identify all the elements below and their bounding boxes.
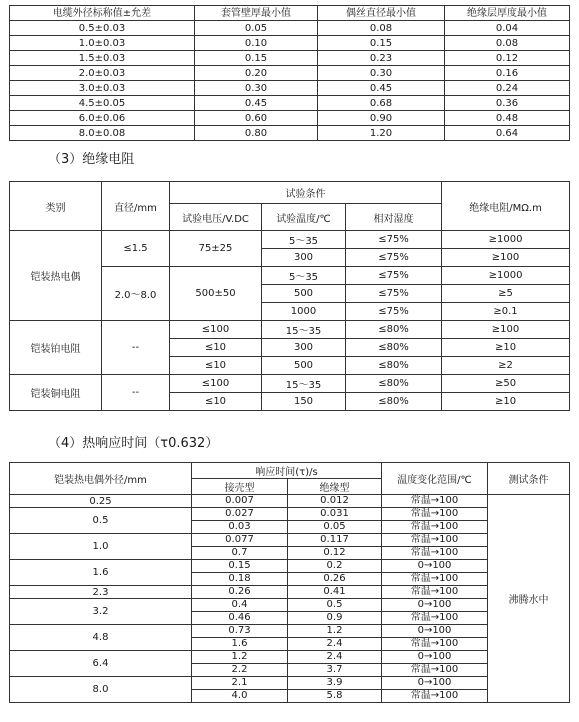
insulated-time-cell: 0.12	[288, 547, 382, 560]
voltage-cell: ≤100	[170, 321, 262, 339]
temperature-cell: 5～35	[262, 267, 346, 285]
resistance-cell: ≥10	[442, 393, 570, 411]
category-thermocouple: 铠装热电偶	[10, 231, 102, 321]
header-relative-humidity: 相对湿度	[346, 204, 442, 231]
insulated-time-cell: 0.117	[288, 534, 382, 547]
diameter-cell: 3.2	[10, 599, 192, 625]
insulated-time-cell: 1.2	[288, 625, 382, 638]
table-cell: 0.15	[195, 51, 318, 66]
temperature-range-cell: 常温→100	[382, 495, 488, 508]
table-cell: 0.68	[318, 96, 445, 111]
shell-time-cell: 0.027	[192, 508, 288, 521]
table-row	[10, 66, 570, 81]
voltage-cell: ≤10	[170, 339, 262, 357]
category-copper-rtd: 铠装铜电阻	[10, 375, 102, 411]
table-row	[10, 599, 570, 612]
table-cell: 0.45	[318, 81, 445, 96]
diameter-cell: 2.0～8.0	[102, 267, 170, 321]
table-cell: 3.0±0.03	[10, 81, 195, 96]
temperature-cell: 300	[262, 249, 346, 267]
table-row	[10, 111, 570, 126]
temperature-range-cell: 0→100	[382, 625, 488, 638]
header-diameter: 直径/mm	[102, 182, 170, 231]
shell-time-cell: 2.2	[192, 664, 288, 677]
section-title-insulation-resistance: （3）绝缘电阻	[48, 152, 135, 167]
temperature-cell: 300	[262, 339, 346, 357]
temperature-range-cell: 常温→100	[382, 573, 488, 586]
table-row	[10, 560, 570, 573]
table-cell: 0.45	[195, 96, 318, 111]
resistance-cell: ≥100	[442, 321, 570, 339]
table-cell: 1.5±0.03	[10, 51, 195, 66]
shell-time-cell: 0.15	[192, 560, 288, 573]
header-insulation-thickness: 绝缘层厚度最小值	[445, 6, 570, 21]
dimension-table	[9, 5, 570, 141]
table-row	[10, 625, 570, 638]
temperature-cell: 5～35	[262, 231, 346, 249]
header-test-condition: 测试条件	[488, 463, 570, 495]
resistance-cell: ≥1000	[442, 231, 570, 249]
insulated-time-cell: 2.4	[288, 651, 382, 664]
diameter-cell: --	[102, 375, 170, 411]
table-row	[10, 534, 570, 547]
table-header-row	[10, 6, 570, 21]
insulated-time-cell: 2.4	[288, 638, 382, 651]
header-cable-diameter: 电缆外径标称值±允差	[10, 6, 195, 21]
temperature-range-cell: 常温→100	[382, 586, 488, 599]
test-condition-cell: 沸腾水中	[488, 495, 570, 703]
diameter-cell: 1.6	[10, 560, 192, 586]
insulation-resistance-table	[9, 181, 570, 411]
voltage-cell: ≤10	[170, 357, 262, 375]
temperature-range-cell: 0→100	[382, 599, 488, 612]
table-row	[10, 508, 570, 521]
temperature-cell: 500	[262, 357, 346, 375]
temperature-range-cell: 常温→100	[382, 534, 488, 547]
resistance-cell: ≥10	[442, 339, 570, 357]
table-row	[10, 495, 570, 508]
header-insulation-resistance: 绝缘电阻/MΩ.m	[442, 182, 570, 231]
table-cell: 0.08	[445, 36, 570, 51]
table-cell: 0.30	[195, 81, 318, 96]
table-cell: 0.30	[318, 66, 445, 81]
insulated-time-cell: 0.5	[288, 599, 382, 612]
table-header-row	[10, 463, 570, 479]
insulated-time-cell: 0.26	[288, 573, 382, 586]
table-cell: 0.10	[195, 36, 318, 51]
shell-time-cell: 2.1	[192, 677, 288, 690]
shell-time-cell: 0.73	[192, 625, 288, 638]
section-title-thermal-response: （4）热响应时间（τ0.632）	[48, 436, 219, 451]
table-row	[10, 96, 570, 111]
table-cell: 0.04	[445, 21, 570, 36]
table-cell: 0.12	[445, 51, 570, 66]
table-cell: 0.5±0.03	[10, 21, 195, 36]
table-cell: 0.15	[318, 36, 445, 51]
shell-time-cell: 0.03	[192, 521, 288, 534]
shell-time-cell: 0.18	[192, 573, 288, 586]
shell-time-cell: 0.007	[192, 495, 288, 508]
diameter-cell: 8.0	[10, 677, 192, 703]
diameter-cell: 0.5	[10, 508, 192, 534]
voltage-cell: 75±25	[170, 231, 262, 267]
resistance-cell: ≥5	[442, 285, 570, 303]
header-test-voltage: 试验电压/V.DC	[170, 204, 262, 231]
humidity-cell: ≤80%	[346, 375, 442, 393]
temperature-range-cell: 常温→100	[382, 508, 488, 521]
table-row	[10, 81, 570, 96]
table-row	[10, 51, 570, 66]
table-cell: 0.08	[318, 21, 445, 36]
temperature-range-cell: 常温→100	[382, 612, 488, 625]
insulated-time-cell: 0.031	[288, 508, 382, 521]
shell-time-cell: 0.077	[192, 534, 288, 547]
header-test-temperature: 试验温度/℃	[262, 204, 346, 231]
header-grounded-type: 接壳型	[192, 479, 288, 495]
temperature-range-cell: 常温→100	[382, 664, 488, 677]
temperature-range-cell: 0→100	[382, 677, 488, 690]
table-cell: 1.20	[318, 126, 445, 141]
table-cell: 0.36	[445, 96, 570, 111]
table-cell: 0.20	[195, 66, 318, 81]
table-cell: 0.60	[195, 111, 318, 126]
header-insulated-type: 绝缘型	[288, 479, 382, 495]
shell-time-cell: 0.26	[192, 586, 288, 599]
resistance-cell: ≥2	[442, 357, 570, 375]
table-row	[10, 375, 570, 393]
table-cell: 8.0±0.08	[10, 126, 195, 141]
shell-time-cell: 1.6	[192, 638, 288, 651]
table-cell: 0.16	[445, 66, 570, 81]
thermal-response-table-body	[10, 495, 570, 703]
temperature-cell: 1000	[262, 303, 346, 321]
temperature-range-cell: 常温→100	[382, 521, 488, 534]
table-cell: 0.90	[318, 111, 445, 126]
humidity-cell: ≤75%	[346, 303, 442, 321]
header-test-conditions: 试验条件	[170, 182, 442, 204]
diameter-cell: ≤1.5	[102, 231, 170, 267]
diameter-cell: --	[102, 321, 170, 375]
table-row	[10, 677, 570, 690]
resistance-cell: ≥1000	[442, 267, 570, 285]
table-row	[10, 651, 570, 664]
header-outer-diameter: 铠装热电偶外径/mm	[10, 463, 192, 495]
temperature-range-cell: 常温→100	[382, 690, 488, 703]
diameter-cell: 6.4	[10, 651, 192, 677]
table-cell: 6.0±0.06	[10, 111, 195, 126]
table-cell: 0.80	[195, 126, 318, 141]
table-row	[10, 231, 570, 249]
header-sheath-thickness: 套管壁厚最小值	[195, 6, 318, 21]
diameter-cell: 0.25	[10, 495, 192, 508]
humidity-cell: ≤75%	[346, 231, 442, 249]
table-cell: 0.23	[318, 51, 445, 66]
humidity-cell: ≤75%	[346, 267, 442, 285]
resistance-cell: ≥50	[442, 375, 570, 393]
thermal-response-table	[9, 462, 570, 703]
insulated-time-cell: 0.05	[288, 521, 382, 534]
table-cell: 4.5±0.05	[10, 96, 195, 111]
diameter-cell: 4.8	[10, 625, 192, 651]
header-temperature-range: 温度变化范围/℃	[382, 463, 488, 495]
dimension-table-body	[10, 21, 570, 141]
temperature-range-cell: 0→100	[382, 560, 488, 573]
table-cell: 0.64	[445, 126, 570, 141]
humidity-cell: ≤80%	[346, 321, 442, 339]
table-cell: 0.48	[445, 111, 570, 126]
temperature-range-cell: 常温→100	[382, 638, 488, 651]
voltage-cell: 500±50	[170, 267, 262, 321]
table-cell: 0.05	[195, 21, 318, 36]
header-response-time: 响应时间(τ)/s	[192, 463, 382, 479]
table-row	[10, 321, 570, 339]
resistance-cell: ≥0.1	[442, 303, 570, 321]
shell-time-cell: 0.4	[192, 599, 288, 612]
header-category: 类别	[10, 182, 102, 231]
voltage-cell: ≤10	[170, 393, 262, 411]
insulated-time-cell: 0.012	[288, 495, 382, 508]
humidity-cell: ≤80%	[346, 357, 442, 375]
diameter-cell: 2.3	[10, 586, 192, 599]
shell-time-cell: 0.7	[192, 547, 288, 560]
temperature-range-cell: 常温→100	[382, 547, 488, 560]
insulated-time-cell: 0.2	[288, 560, 382, 573]
shell-time-cell: 0.46	[192, 612, 288, 625]
temperature-cell: 15～35	[262, 321, 346, 339]
shell-time-cell: 1.2	[192, 651, 288, 664]
insulated-time-cell: 5.8	[288, 690, 382, 703]
table-cell: 1.0±0.03	[10, 36, 195, 51]
temperature-cell: 15～35	[262, 375, 346, 393]
humidity-cell: ≤75%	[346, 285, 442, 303]
temperature-range-cell: 0→100	[382, 651, 488, 664]
insulated-time-cell: 3.9	[288, 677, 382, 690]
insulated-time-cell: 0.9	[288, 612, 382, 625]
diameter-cell: 1.0	[10, 534, 192, 560]
header-wire-diameter: 偶丝直径最小值	[318, 6, 445, 21]
table-row	[10, 21, 570, 36]
temperature-cell: 150	[262, 393, 346, 411]
shell-time-cell: 4.0	[192, 690, 288, 703]
insulated-time-cell: 0.41	[288, 586, 382, 599]
humidity-cell: ≤80%	[346, 339, 442, 357]
voltage-cell: ≤100	[170, 375, 262, 393]
temperature-cell: 500	[262, 285, 346, 303]
insulated-time-cell: 3.7	[288, 664, 382, 677]
table-header-row	[10, 182, 570, 204]
humidity-cell: ≤80%	[346, 393, 442, 411]
table-cell: 0.24	[445, 81, 570, 96]
category-platinum-rtd: 铠装铂电阻	[10, 321, 102, 375]
table-cell: 2.0±0.03	[10, 66, 195, 81]
humidity-cell: ≤75%	[346, 249, 442, 267]
table-row	[10, 586, 570, 599]
table-row	[10, 126, 570, 141]
table-row	[10, 36, 570, 51]
resistance-cell: ≥100	[442, 249, 570, 267]
